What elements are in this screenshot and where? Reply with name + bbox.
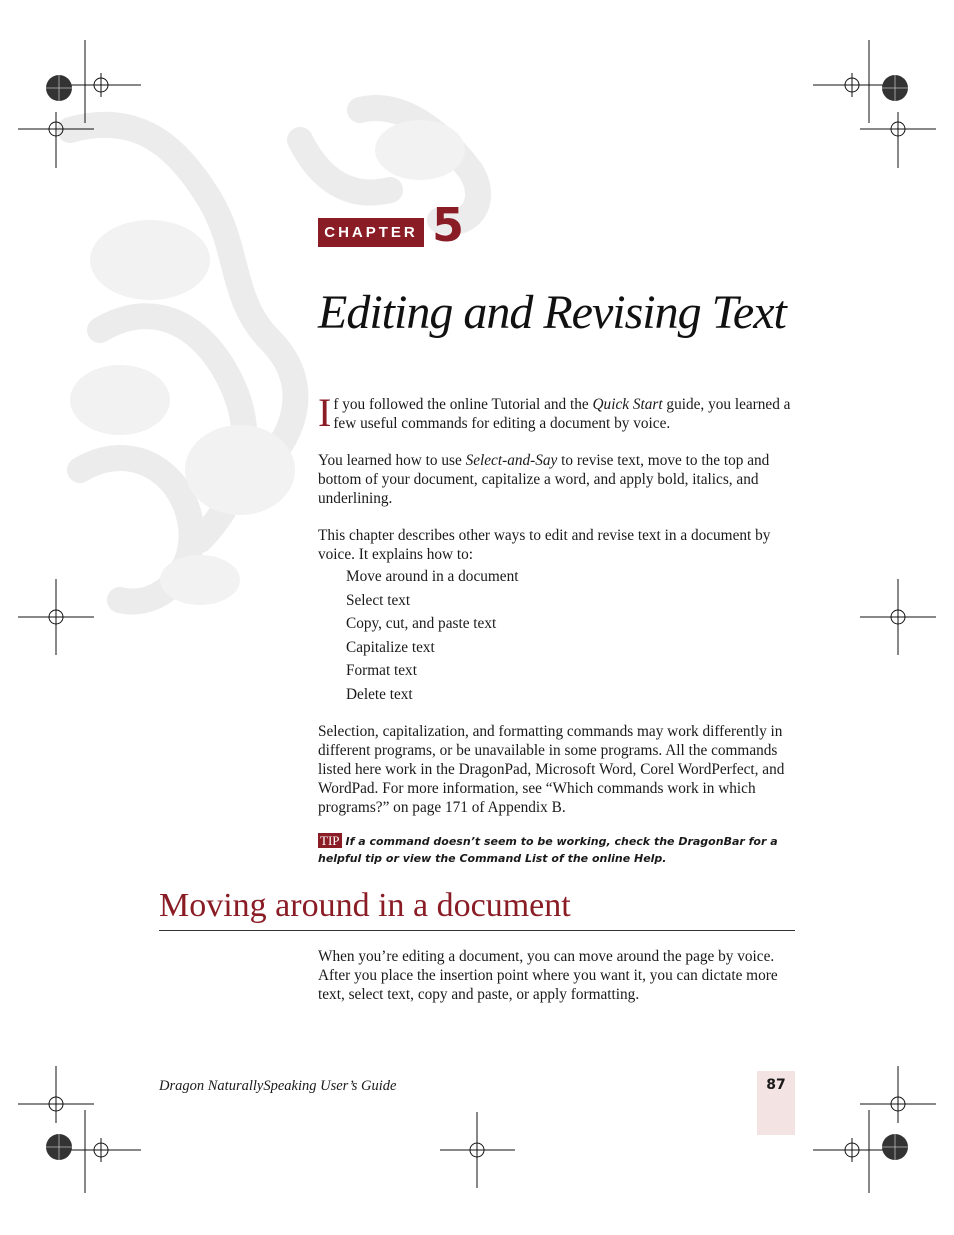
chapter-overview-paragraph: This chapter describes other ways to edit and revise text in a document by voice. It explains how to: bbox=[318, 527, 771, 563]
list-item: Capitalize text bbox=[346, 638, 435, 656]
select-and-say-paragraph bbox=[318, 451, 798, 508]
list-item: Copy, cut, and paste text bbox=[346, 615, 497, 632]
tip-text: If a command doesn’t seem to be working, check the DragonBar for a helpful tip or view the Command List of the online Help. bbox=[318, 835, 778, 865]
tip-badge: TIP bbox=[320, 833, 340, 848]
page-number: 87 bbox=[757, 1071, 795, 1135]
footer-book-title: Dragon NaturallySpeaking User’s Guide bbox=[159, 1078, 397, 1094]
list-item: Select text bbox=[346, 591, 411, 609]
compatibility-paragraph: Selection, capitalization, and formatting commands may work differently in different programs, or be unavailable in some programs. All the commands listed here work in the DragonPad, Microsoft Word, Corel WordPerfect, and WordPad. For more information, see “Which commands work in which programs?” on page 171 of Appendix B. bbox=[318, 723, 785, 816]
moving-around-paragraph: When you’re editing a document, you can move around the page by voice. After you place the insertion point where you want it, you can dictate more text, select text, copy and paste, or apply formatting. bbox=[318, 948, 778, 1003]
list-item: Delete text bbox=[346, 685, 413, 703]
p2-text-after: to revise text, move to the top and bottom of your document, capitalize a word, and apply bold, italics, and underlining. bbox=[318, 452, 770, 507]
intro-paragraph bbox=[318, 390, 798, 435]
p2-emphasis: Select-and-Say bbox=[465, 452, 558, 469]
drop-cap: I bbox=[318, 390, 332, 435]
intro-text-before: f you followed the online Tutorial and the bbox=[333, 396, 593, 413]
p2-text-before: You learned how to use bbox=[318, 452, 466, 469]
intro-text-after: guide, you learned a few useful commands for editing a document by voice. bbox=[333, 396, 791, 432]
topics-list bbox=[346, 567, 518, 708]
chapter-number: 5 bbox=[432, 198, 465, 252]
list-item: Format text bbox=[346, 662, 417, 679]
chapter-label: CHAPTER bbox=[318, 218, 424, 247]
list-item: Move around in a document bbox=[346, 568, 519, 585]
tip-note bbox=[318, 833, 798, 867]
section-heading: Moving around in a document bbox=[159, 884, 795, 931]
intro-emphasis: Quick Start bbox=[592, 396, 663, 413]
page-title: Editing and Revising Text bbox=[318, 286, 786, 339]
